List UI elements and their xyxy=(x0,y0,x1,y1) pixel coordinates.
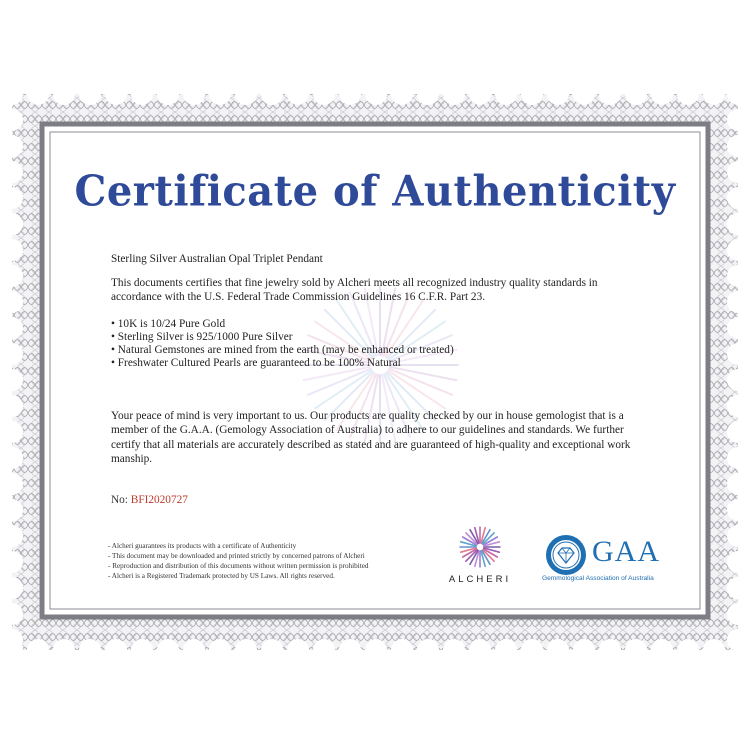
certificate-number xyxy=(111,494,188,506)
gaa-seal-icon xyxy=(544,533,588,577)
gaa-logo xyxy=(540,533,680,589)
intro-paragraph: This documents certifies that fine jewelry sold by Alcheri meets all recognized industry quality standards in accordance with the U.S. Federal Trade Commission Guidelines 16 C.F.R. Part 23. xyxy=(111,277,598,304)
certificate-number-label: No: xyxy=(111,494,128,506)
standards-item: • Freshwater Cultured Pearls are guaranteed to be 100% Natural xyxy=(111,357,401,369)
standards-item: • 10K is 10/24 Pure Gold xyxy=(111,318,226,330)
alcheri-flower-icon xyxy=(436,525,524,573)
product-name: Sterling Silver Australian Opal Triplet Pendant xyxy=(111,253,323,265)
alcheri-wordmark: ALCHERI xyxy=(448,574,512,585)
fine-print xyxy=(108,541,369,581)
standards-item: • Natural Gemstones are mined from the earth (may be enhanced or treated) xyxy=(111,344,454,356)
certificate-number-value: BFI2020727 xyxy=(130,494,188,506)
assurance-paragraph: Your peace of mind is very important to us. Our products are quality checked by our in house gemologist that is a member of the G.A.A. (Gemology Association of Australia) to adhere to our guidelines and standards. We further certify that all materials are accurately described as stated and are guaranteed of high-quality and exceptional work manship. xyxy=(111,410,631,466)
standards-list xyxy=(111,318,454,370)
fine-print-item: - Alcheri is a Registered Trademark protected by US Laws. All rights reserved. xyxy=(108,572,335,580)
gaa-full-name: Gemmological Association of Australia xyxy=(542,575,654,582)
fine-print-item: - Reproduction and distribution of this documents without written permission is prohibited xyxy=(108,562,369,570)
alcheri-logo xyxy=(436,525,524,587)
certificate-title: Certificate of Authenticity xyxy=(74,166,676,217)
fine-print-item: - Alcheri guarantees its products with a certificate of Authenticity xyxy=(108,542,297,550)
standards-item: • Sterling Silver is 925/1000 Pure Silver xyxy=(111,331,293,343)
fine-print-item: - This document may be downloaded and printed strictly by concerned patrons of Alcheri xyxy=(108,552,365,560)
gaa-wordmark: GAA xyxy=(592,535,660,568)
